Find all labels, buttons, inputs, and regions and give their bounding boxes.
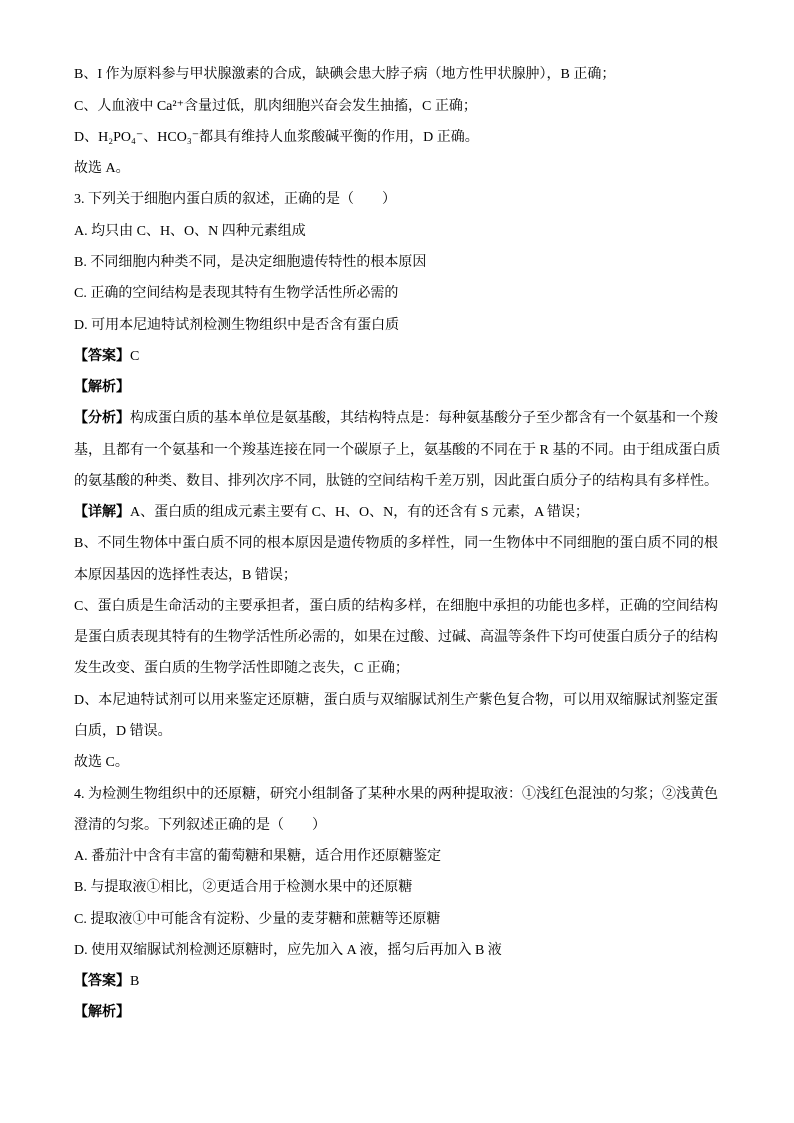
q3-option-d: D. 可用本尼迪特试剂检测生物组织中是否含有蛋白质	[74, 317, 400, 333]
q2-explanation-d: D、H₂PO₄⁻、HCO₃⁻都具有维持人血浆酸碱平衡的作用，D 正确。	[74, 129, 479, 145]
q4-analysis-heading: 【解析】	[74, 1005, 130, 1021]
q3-detail-a-text: A、蛋白质的组成元素主要有 C、H、O、N，有的还含有 S 元素，A 错误；	[130, 505, 589, 521]
q3-analysis-text-1: 构成蛋白质的基本单位是氨基酸，其结构特点是：每种氨基酸分子至少都含有一个氨基和一个羧	[130, 411, 718, 427]
q3-detail-d-line-2: 白质，D 错误。	[74, 723, 172, 739]
q3-detail-c-line-1: C、蛋白质是生命活动的主要承担者，蛋白质的结构多样，在细胞中承担的功能也多样，正确的空间结构	[74, 598, 718, 614]
q4-answer-value: B	[130, 974, 140, 990]
q3-option-a: A. 均只由 C、H、O、N 四种元素组成	[74, 223, 306, 239]
q4-stem-line-2: 澄清的匀浆。下列叙述正确的是（ ）	[74, 817, 326, 833]
q3-analysis-line-1	[74, 403, 718, 434]
q4-answer-label: 【答案】	[74, 974, 130, 990]
q3-detail-b-line-1: B、不同生物体中蛋白质不同的根本原因是遗传物质的多样性，同一生物体中不同细胞的蛋白质不同的根	[74, 536, 718, 552]
q3-analysis-line-2: 基，且都有一个氨基和一个羧基连接在同一个碳原子上，氨基酸的不同在于 R 基的不同。由于组成蛋白质	[74, 442, 721, 458]
q3-detail-b-line-2: 本原因基因的选择性表达，B 错误；	[74, 567, 297, 583]
q3-detail-d-line-1: D、本尼迪特试剂可以用来鉴定还原糖，蛋白质与双缩脲试剂生产紫色复合物，可以用双缩脲试剂鉴定蛋	[74, 692, 718, 708]
q3-detail-c-line-2: 是蛋白质表现其特有的生物学活性所必需的，如果在过酸、过碱、高温等条件下均可使蛋白质分子的结构	[74, 630, 718, 646]
q3-detail-a	[74, 497, 718, 528]
q3-detail-label: 【详解】	[74, 505, 130, 521]
q2-conclusion: 故选 A。	[74, 161, 130, 177]
q3-stem: 3. 下列关于细胞内蛋白质的叙述，正确的是（ ）	[74, 192, 396, 208]
q3-detail-c-line-3: 发生改变、蛋白质的生物学活性即随之丧失，C 正确；	[74, 661, 409, 677]
q3-analysis-line-3: 的氨基酸的种类、数目、排列次序不同，肽链的空间结构千差万别，因此蛋白质分子的结构具有多样性。	[74, 473, 718, 489]
q3-answer	[74, 341, 718, 372]
q4-option-a: A. 番茄汁中含有丰富的葡萄糖和果糖，适合用作还原糖鉴定	[74, 849, 442, 865]
q4-option-d: D. 使用双缩脲试剂检测还原糖时，应先加入 A 液，摇匀后再加入 B 液	[74, 942, 502, 958]
q4-option-c: C. 提取液①中可能含有淀粉、少量的麦芽糖和蔗糖等还原糖	[74, 911, 441, 927]
q3-option-b: B. 不同细胞内种类不同，是决定细胞遗传特性的根本原因	[74, 254, 427, 270]
q3-answer-label: 【答案】	[74, 348, 130, 364]
document-page	[74, 59, 721, 1028]
q3-option-c: C. 正确的空间结构是表现其特有生物学活性所必需的	[74, 286, 399, 302]
q2-explanation-b: B、I 作为原料参与甲状腺激素的合成，缺碘会患大脖子病（地方性甲状腺肿），B 正确；	[74, 67, 616, 83]
q3-conclusion: 故选 C。	[74, 755, 129, 771]
q4-option-b: B. 与提取液①相比，②更适合用于检测水果中的还原糖	[74, 880, 413, 896]
q4-answer	[74, 966, 718, 997]
q3-analysis-label: 【分析】	[74, 411, 130, 427]
q3-analysis-heading: 【解析】	[74, 380, 130, 396]
q3-answer-value: C	[130, 348, 140, 364]
q4-stem-line-1: 4. 为检测生物组织中的还原糖，研究小组制备了某种水果的两种提取液：①浅红色混浊的匀浆；②浅黄色	[74, 786, 718, 802]
q2-explanation-c: C、人血液中 Ca²⁺含量过低，肌肉细胞兴奋会发生抽搐，C 正确；	[74, 98, 477, 114]
